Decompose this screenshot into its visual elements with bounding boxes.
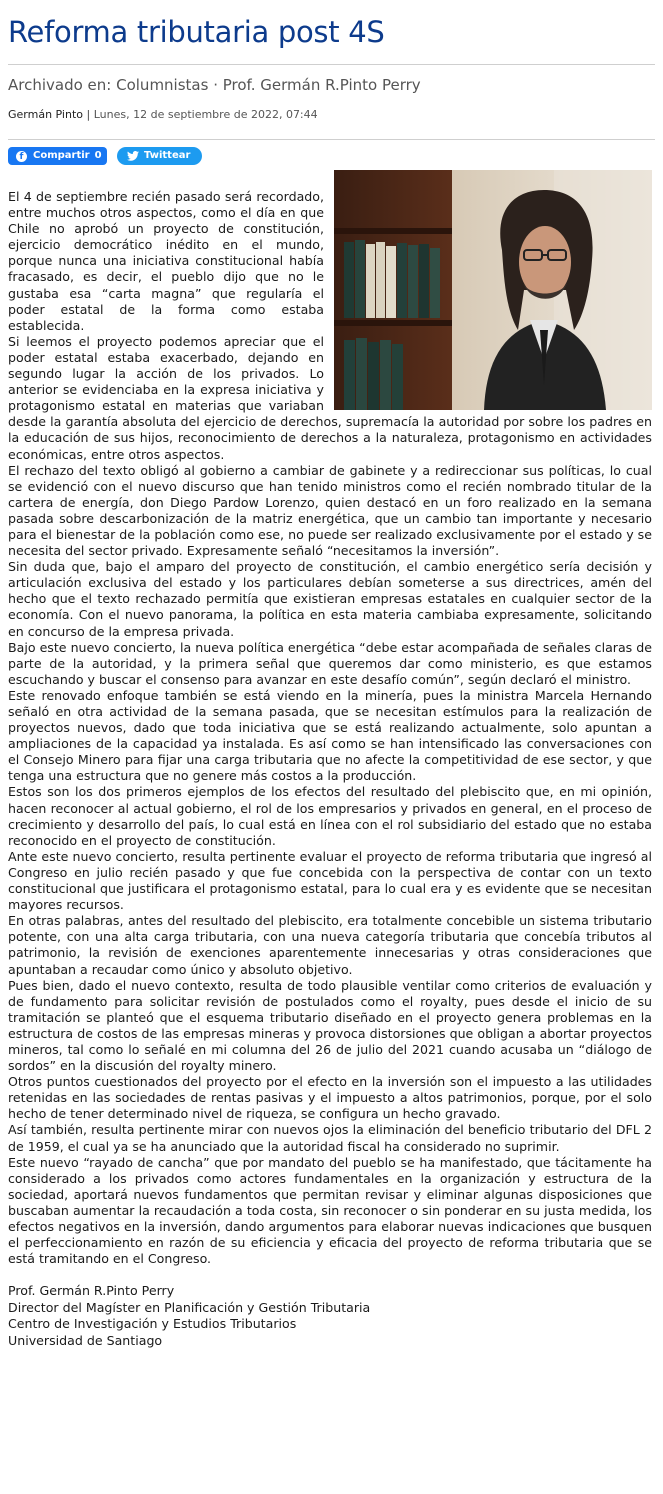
signature-block	[8, 1283, 652, 1349]
share-bar	[8, 147, 655, 167]
signature-name: Prof. Germán R.Pinto Perry	[8, 1283, 175, 1299]
paragraph: Si leemos el proyecto podemos apreciar que el poder estatal estaba exacerbado, dejando en segundo lugar la acción de los privados. Lo anterior se evidenciaba en la expresa iniciativa y protagonismo estatal en materias que variaban desde la garantía absoluta del ejercicio de derechos, supremacía la autoridad por sobre los padres en la educación de sus hijos, reconocimiento de derechos a la naturaleza, protagonismo en actividades económicas, entre otros aspectos.	[8, 333, 652, 462]
archived-in: Archivado en: Columnistas · Prof. Germán R.Pinto Perry	[8, 76, 421, 94]
facebook-share-button[interactable]	[8, 147, 107, 165]
paragraph: Este nuevo “rayado de cancha” que por mandato del pueblo se ha manifestado, que tácitamente ha considerado a los privados como actores fundamentales en la organización y estructura de la sociedad, aportará nuevos fundamentos que permitan revisar y eliminar algunas disposiciones que buscaban aumentar la recaudación a toda costa, sin reconocer o sin ponderar en su justa medida, los efectos negativos en la inversión, dando argumentos para elaborar nuevas indicaciones que busquen el perfeccionamiento en razón de su eficiencia y eficacia del proyecto de reforma tributaria que se está tramitando en el Congreso.	[8, 1154, 652, 1267]
paragraph: En otras palabras, antes del resultado del plebiscito, era totalmente concebible un sistema tributario potente, con una alta carga tributaria, con una nueva categoría tributaria que concebía tributos al patrimonio, la revisión de exenciones aparentemente innecesarias y otras consideraciones que apuntaban a recaudar como único y absoluto objetivo.	[8, 913, 652, 977]
facebook-share-count: 0	[94, 150, 102, 161]
paragraph: Así también, resulta pertinente mirar con nuevos ojos la eliminación del beneficio tributario del DFL 2 de 1959, el cual ya se ha anunciado que la autoridad fiscal ha considerado no suprimir.	[8, 1122, 652, 1154]
author-name[interactable]: Germán Pinto	[8, 108, 84, 121]
article-title: Reforma tributaria post 4S	[8, 15, 385, 49]
paragraph: El rechazo del texto obligó al gobierno a cambiar de gabinete y a redireccionar sus políticas, lo cual se evidenció con el nuevo discurso que han tenido ministros como el recién nombrado titular de la cartera de energía, don Diego Pardow Lorenzo, quien destacó en un foro realizado en la semana pasada sobre descarbonización de la matriz energética, que un cambio tan importante y necesario para el bienestar de la población como ese, no puede ser realizado exclusivamente por el estado y se necesita del sector privado. Expresamente señaló “necesitamos la inversión”.	[8, 462, 652, 559]
facebook-icon: f	[16, 151, 27, 162]
signature-title: Director del Magíster en Planificación y Gestión Tributaria	[8, 1299, 371, 1315]
paragraph: Pues bien, dado el nuevo contexto, resulta de todo plausible ventilar como criterios de evaluación y de fundamento para solicitar revisión de postulados como el royalty, pues desde el inicio de su tramitación se planteó que el esquema tributario diseñado en el proyecto genera problemas en la estructura de costos de las empresas mineras y provoca distorsiones que obligan a abortar proyectos mineros, tal como lo señalé en mi columna del 26 de julio del 2021 cuando acusaba un “diálogo de sordos” en la discusión del royalty minero.	[8, 977, 652, 1074]
divider	[8, 64, 655, 65]
byline	[8, 108, 655, 122]
byline-separator: |	[86, 108, 91, 121]
paragraph: Bajo este nuevo concierto, la nueva política energética “debe estar acompañada de señales claras de parte de la autoridad, y la primera señal que queremos dar como ministerio, es que estamos escuchando y buscar el consenso para avanzar en este desafío común”, según declaró el ministro.	[8, 639, 652, 687]
signature-center: Centro de Investigación y Estudios Tributarios	[8, 1316, 297, 1332]
signature-university: Universidad de Santiago	[8, 1332, 163, 1348]
paragraph: Sin duda que, bajo el amparo del proyecto de constitución, el cambio energético sería decisión y articulación exclusiva del estado y los particulares debían someterse a sus directrices, amén del hecho que el texto rechazado permitía que existieran empresas estatales en cualquier sector de la economía. Con el nuevo panorama, la política en esta materia cambiaba expresamente, solicitando en concurso de la empresa privada.	[8, 559, 652, 639]
paragraph: Otros puntos cuestionados del proyecto por el efecto en la inversión son el impuesto a las utilidades retenidas en las sociedades de rentas pasivas y el impuesto a altos patrimonios, porque, por el solo hecho de tener determinado nivel de riqueza, se configura un hecho gravado.	[8, 1074, 652, 1122]
paragraph: El 4 de septiembre recién pasado será recordado, entre muchos otros aspectos, como el día en que Chile no aprobó un proyecto de constitución, ejercicio democrático inédito en el mundo, porque nunca una iniciativa constitucional había fracasado, es decir, el pueblo dijo que no le gustaba esa “carta magna” que regularía el poder estatal de la forma como estaba establecida.	[8, 189, 324, 333]
paragraph: Ante este nuevo concierto, resulta pertinente evaluar el proyecto de reforma tributaria que ingresó al Congreso en julio recién pasado y que fue concebida con la perspectiva de contar con un texto constitucional que justificara el protagonismo estatal, para lo cual era y es evidente que se necesitan mayores recursos.	[8, 848, 652, 913]
facebook-share-label: Compartir	[33, 150, 90, 161]
paragraph: Estos son los dos primeros ejemplos de los efectos del resultado del plebiscito que, en mi opinión, hacen reconocer al actual gobierno, el rol de los empresarios y privados en general, en el proceso de crecimiento y desarrollo del país, lo cual está en línea con el rol subsidiario del estado que no estaba reconocido en el proyecto de constitución.	[8, 784, 652, 848]
twitter-bird-icon	[127, 151, 139, 161]
paragraph: Este renovado enfoque también se está viendo en la minería, pues la ministra Marcela Hernando señaló en otra actividad de la semana pasada, que se necesitan estímulos para la realización de proyectos nuevos, dado que toda iniciativa que se está realizando actualmente, solo apuntan a ampliaciones de la capacidad ya instalada. Es así como se han intensificado las conversaciones con el Consejo Minero para fijar una carga tributaria que no afecte la competitividad de ese sector, y que tenga una estructura que no genere más costos a la producción.	[8, 687, 652, 784]
article-body	[8, 189, 652, 1349]
divider	[8, 139, 655, 140]
twitter-share-button[interactable]	[117, 147, 202, 165]
publish-date: Lunes, 12 de septiembre de 2022, 07:44	[93, 108, 318, 121]
twitter-share-label: Twittear	[144, 150, 191, 161]
